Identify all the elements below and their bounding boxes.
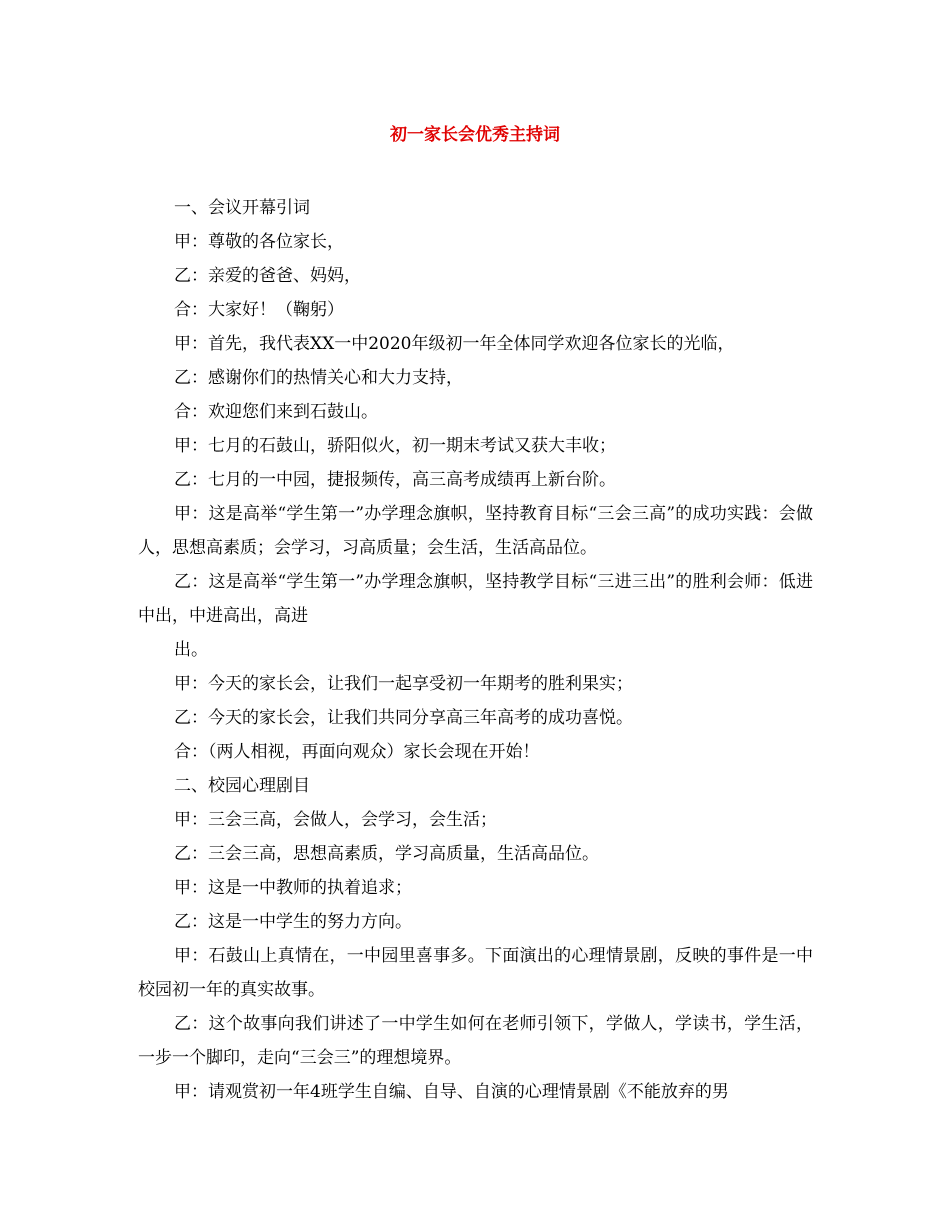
paragraph: 甲：这是高举“学生第一”办学理念旗帜，坚持教育目标“三会三高”的成功实践：会做人，思想高素质；会学习，习高质量；会生活，生活高品位。: [138, 504, 813, 558]
paragraph: 乙：这是高举“学生第一”办学理念旗帜，坚持教学目标“三进三出”的胜利会师：低进中出，中进高出，高进: [138, 572, 813, 626]
paragraph: 乙：亲爱的爸爸、妈妈，: [174, 266, 361, 286]
document-body: [138, 191, 813, 1109]
paragraph: 甲：这是一中教师的执着追求；: [174, 878, 412, 898]
paragraph: 合：欢迎您们来到石鼓山。: [174, 402, 378, 422]
paragraph: 甲：今天的家长会，让我们一起享受初一年期考的胜利果实；: [174, 674, 633, 694]
paragraph: 乙：三会三高，思想高素质，学习高质量，生活高品位。: [174, 844, 599, 864]
paragraph: 乙：感谢你们的热情关心和大力支持，: [174, 368, 463, 388]
paragraph: 合：大家好！（鞠躬）: [174, 300, 344, 320]
paragraph: 乙：今天的家长会，让我们共同分享高三年高考的成功喜悦。: [174, 708, 633, 728]
paragraph: 出。: [174, 640, 208, 660]
section-heading-opening: 一、会议开幕引词: [174, 198, 310, 218]
paragraph: 甲：七月的石鼓山，骄阳似火，初一期末考试又获大丰收；: [174, 436, 616, 456]
paragraph: 甲：石鼓山上真情在，一中园里喜事多。下面演出的心理情景剧，反映的事件是一中校园初一年的真实故事。: [138, 946, 813, 1000]
paragraph: 甲：请观赏初一年4班学生自编、自导、自演的心理情景剧《不能放弃的男: [174, 1082, 729, 1102]
paragraph: 甲：三会三高，会做人，会学习，会生活；: [174, 810, 497, 830]
section-heading-drama: 二、校园心理剧目: [174, 776, 310, 796]
paragraph: 乙：这是一中学生的努力方向。: [174, 912, 412, 932]
paragraph: 乙：七月的一中园，捷报频传，高三高考成绩再上新台阶。: [174, 470, 616, 490]
paragraph: 甲：首先，我代表XX一中2020年级初一年全体同学欢迎各位家长的光临，: [174, 334, 735, 354]
document-title: 初一家长会优秀主持词: [390, 125, 560, 145]
paragraph: 合：（两人相视，再面向观众）家长会现在开始！: [174, 742, 540, 762]
paragraph: 乙：这个故事向我们讲述了一中学生如何在老师引领下，学做人，学读书，学生活，一步一个脚印，走向“三会三”的理想境界。: [138, 1014, 813, 1068]
paragraph: 甲：尊敬的各位家长，: [174, 232, 344, 252]
